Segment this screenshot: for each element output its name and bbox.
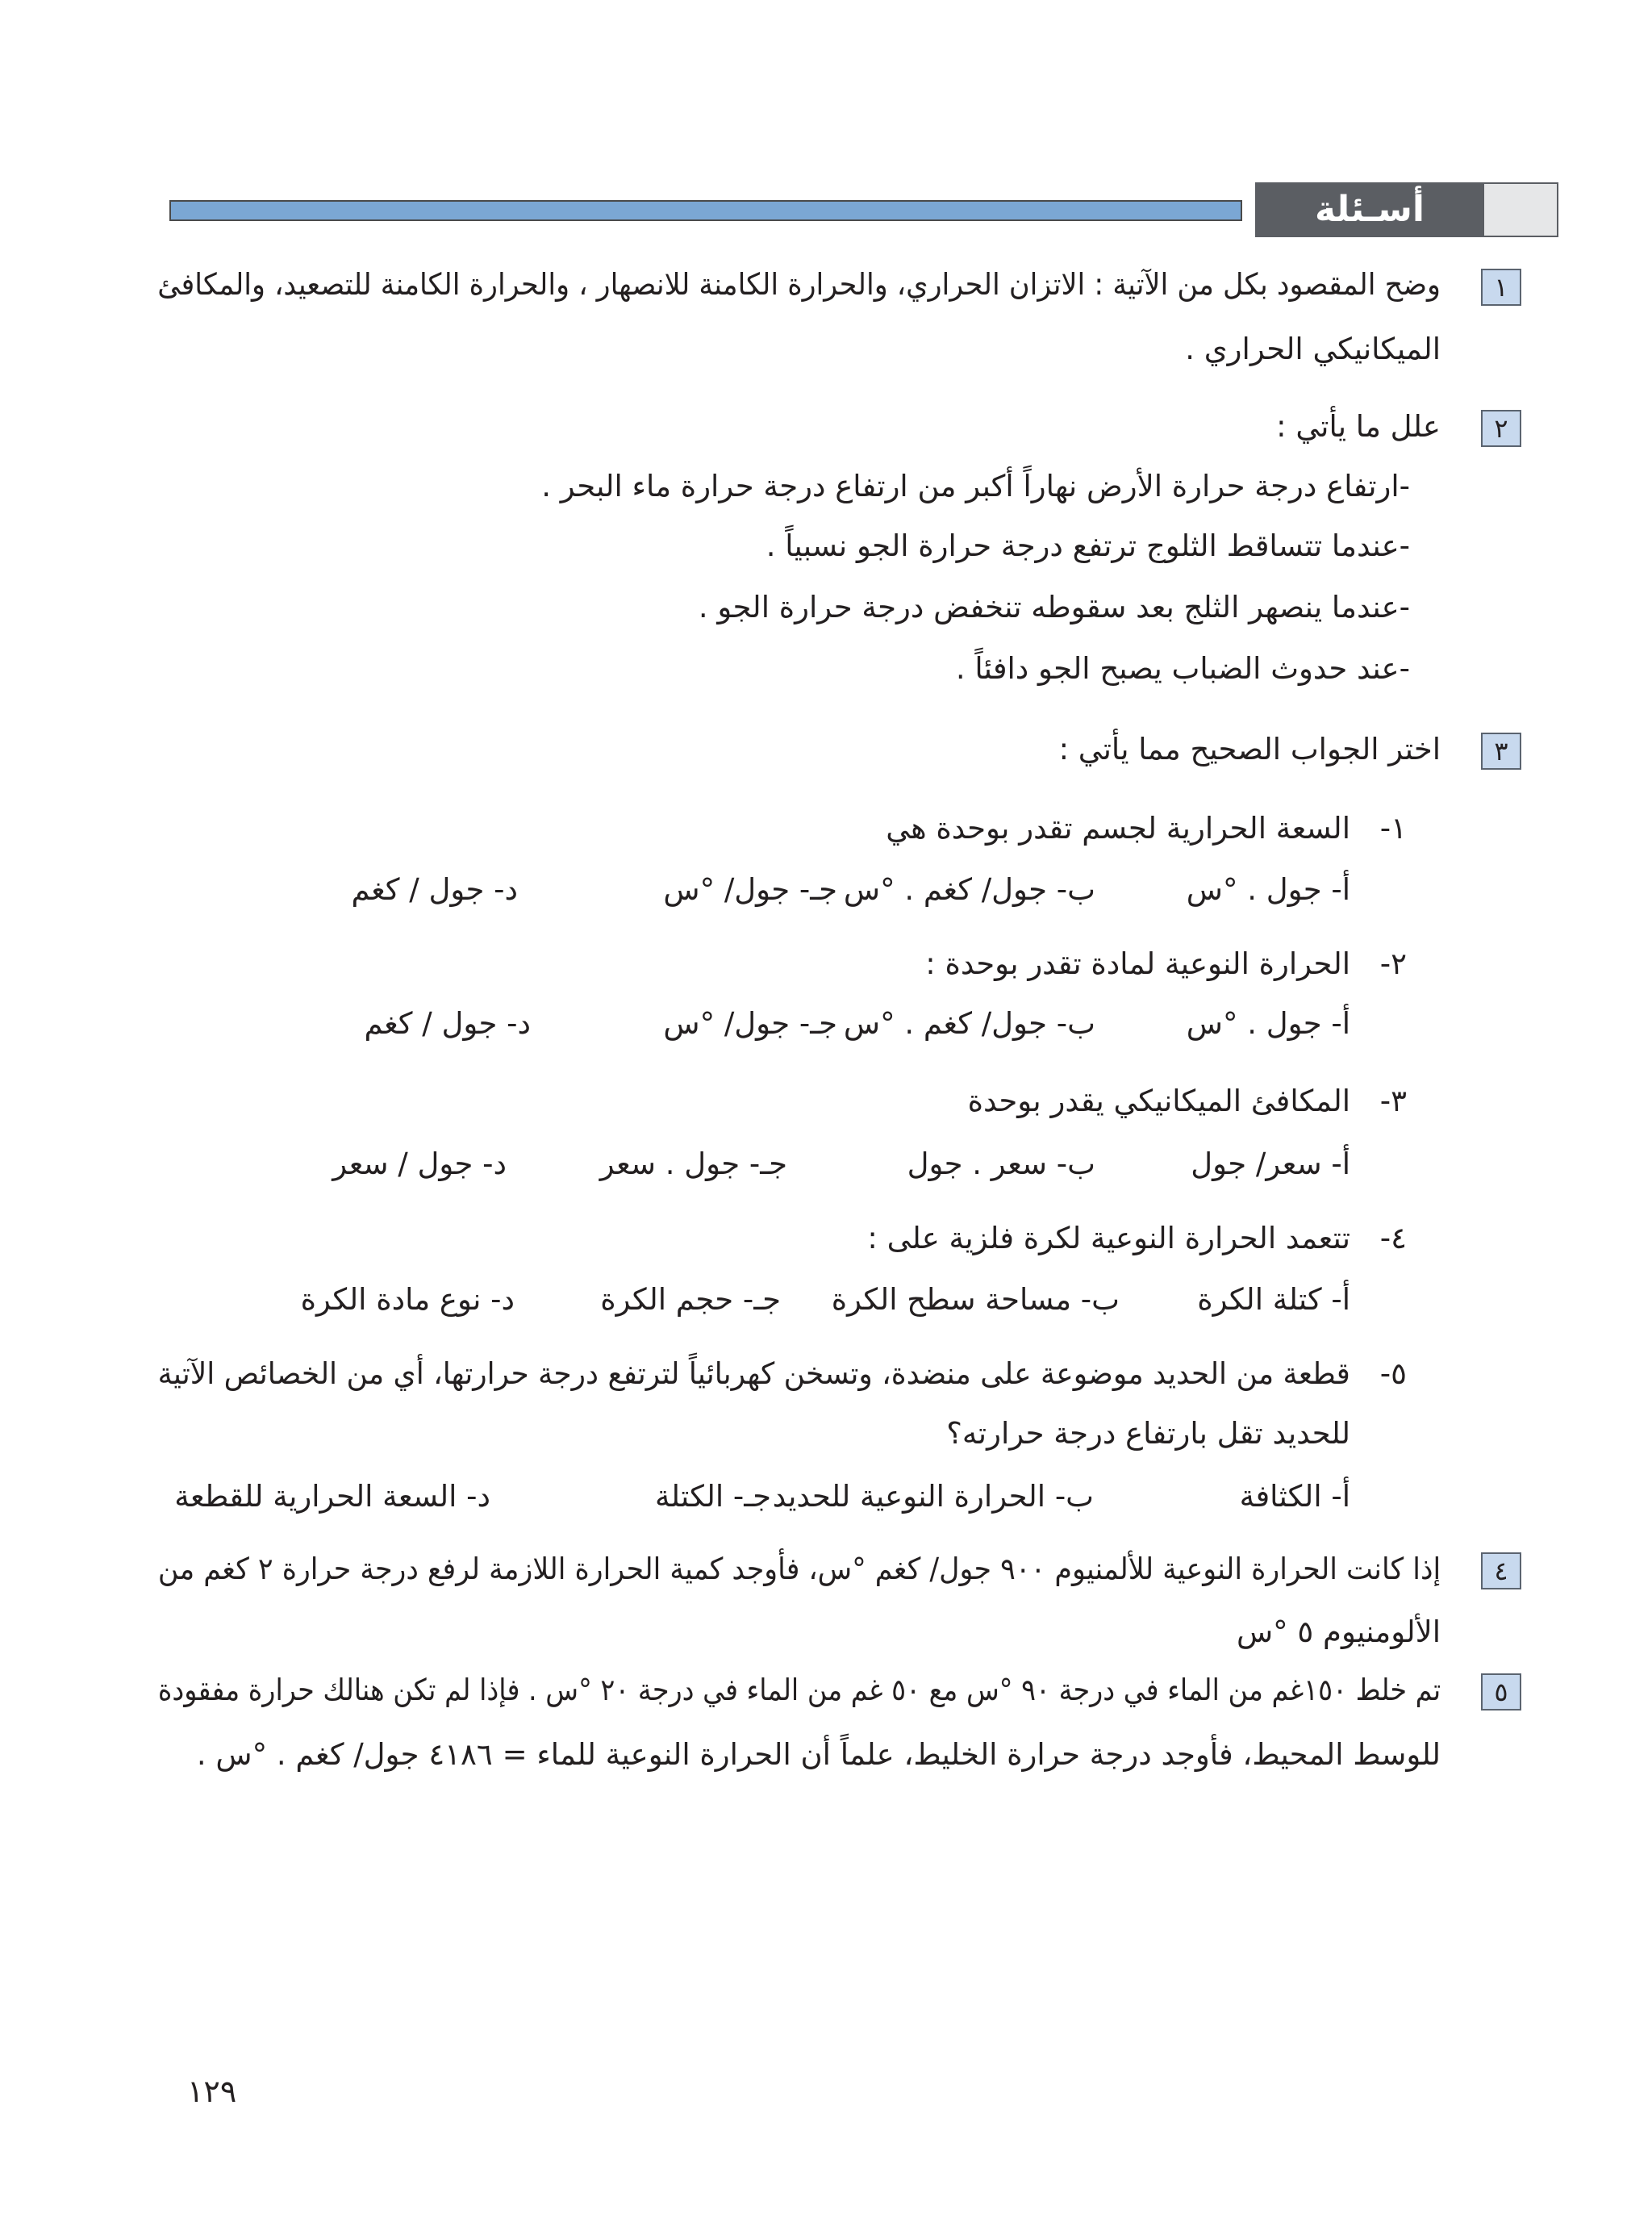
- page-title: أسـئلة الوحدة: [1312, 189, 1428, 278]
- question-2-item-3: -عندما ينصهر الثلج بعد سقوطه تنخفض درجة حرارة الجو .: [698, 590, 1410, 624]
- option-a[interactable]: أ- سعر/ جول: [1191, 1147, 1350, 1181]
- question-3-intro: اختر الجواب الصحيح مما يأتي :: [1058, 732, 1441, 766]
- option-c[interactable]: جـ- جول/ °س: [663, 1006, 837, 1041]
- option-c[interactable]: جـ- الكتلة: [654, 1479, 771, 1514]
- option-d[interactable]: د- جول / سعر: [332, 1147, 507, 1181]
- subquestion-text-line-2: للحديد تقل بارتفاع درجة حرارته؟: [946, 1416, 1350, 1451]
- option-a[interactable]: أ- الكثافة: [1239, 1479, 1350, 1514]
- option-a[interactable]: أ- كتلة الكرة: [1197, 1282, 1350, 1317]
- question-1-line-2: الميكانيكي الحراري .: [1185, 332, 1441, 366]
- subquestion-text: تتعمد الحرارة النوعية لكرة فلزية على :: [867, 1221, 1350, 1255]
- subquestion-number: ٥-: [1379, 1356, 1407, 1391]
- option-b[interactable]: ب- جول/ كغم . °س: [843, 1006, 1095, 1041]
- question-5-line-2: للوسط المحيط، فأوجد درجة حرارة الخليط، علماً أن الحرارة النوعية للماء = ٤١٨٦ جول/ كغم . °س .: [196, 1737, 1441, 1772]
- page-number: ١٢٩: [187, 2074, 237, 2109]
- question-2-intro: علل ما يأتي :: [1276, 409, 1441, 444]
- subquestion-number: ٤-: [1379, 1221, 1407, 1255]
- question-4-line-1: إذا كانت الحرارة النوعية للألمنيوم ٩٠٠ جول/ كغم °س، فأوجد كمية الحرارة اللازمة لرفع درجة حرارة ٢ كغم من: [157, 1552, 1441, 1586]
- header-rule: [169, 200, 1242, 221]
- option-d[interactable]: د- نوع مادة الكرة: [300, 1282, 515, 1317]
- option-d[interactable]: د- جول / كغم: [351, 872, 518, 907]
- option-b[interactable]: ب- سعر . جول: [907, 1147, 1095, 1181]
- subquestion-text: السعة الحرارية لجسم تقدر بوحدة هي: [886, 811, 1350, 846]
- option-d[interactable]: د- السعة الحرارية للقطعة: [174, 1479, 490, 1514]
- question-number-5: ٥: [1481, 1673, 1521, 1710]
- option-c[interactable]: جـ- جول . سعر: [599, 1147, 787, 1181]
- subquestion-number: ١-: [1379, 811, 1407, 846]
- option-a[interactable]: أ- جول . °س: [1186, 1006, 1350, 1041]
- question-1-line-1: وضح المقصود بكل من الآتية : الاتزان الحراري، والحرارة الكامنة للانصهار ، والحرارة الكامنة للتصعيد، والمكافئ: [157, 267, 1441, 302]
- header-title-box: [1255, 182, 1484, 278]
- question-2-item-1: -ارتفاع درجة حرارة الأرض نهاراً أكبر من ارتفاع درجة حرارة ماء البحر .: [541, 469, 1410, 503]
- question-5-line-1: تم خلط ١٥٠غم من الماء في درجة ٩٠ °س مع ٥٠ غم من الماء في درجة ٢٠ °س . فإذا لم تكن هنالك حرارة مفقودة: [157, 1673, 1441, 1707]
- subquestion-number: ٣-: [1379, 1084, 1407, 1118]
- question-number-3: ٣: [1481, 733, 1521, 770]
- question-number-4: ٤: [1481, 1552, 1521, 1589]
- question-2-item-2: -عندما تتساقط الثلوج ترتفع درجة حرارة الجو نسبياً .: [766, 528, 1410, 563]
- question-4-line-2: الألومنيوم ٥ °س: [1236, 1614, 1441, 1649]
- option-c[interactable]: جـ- جول/ °س: [663, 872, 837, 907]
- option-b[interactable]: ب- مساحة سطح الكرة: [831, 1282, 1120, 1317]
- option-b[interactable]: ب- الحرارة النوعية للحديد: [772, 1479, 1094, 1514]
- option-a[interactable]: أ- جول . °س: [1186, 872, 1350, 907]
- subquestion-text: المكافئ الميكانيكي يقدر بوحدة: [967, 1084, 1350, 1118]
- subquestion-text: قطعة من الحديد موضوعة على منضدة، وتسخن كهربائياً لترتفع درجة حرارتها، أي من الخصائص الآتية: [157, 1356, 1350, 1391]
- header-corner-box: [1484, 182, 1558, 237]
- question-number-1: ١: [1481, 269, 1521, 306]
- question-2-item-4: -عند حدوث الضباب يصبح الجو دافئاً .: [955, 651, 1410, 686]
- subquestion-text: الحرارة النوعية لمادة تقدر بوحدة :: [925, 946, 1350, 981]
- option-d[interactable]: د- جول / كغم: [364, 1006, 531, 1041]
- question-number-2: ٢: [1481, 410, 1521, 447]
- option-b[interactable]: ب- جول/ كغم . °س: [843, 872, 1095, 907]
- option-c[interactable]: جـ- حجم الكرة: [600, 1282, 781, 1317]
- subquestion-number: ٢-: [1379, 946, 1407, 981]
